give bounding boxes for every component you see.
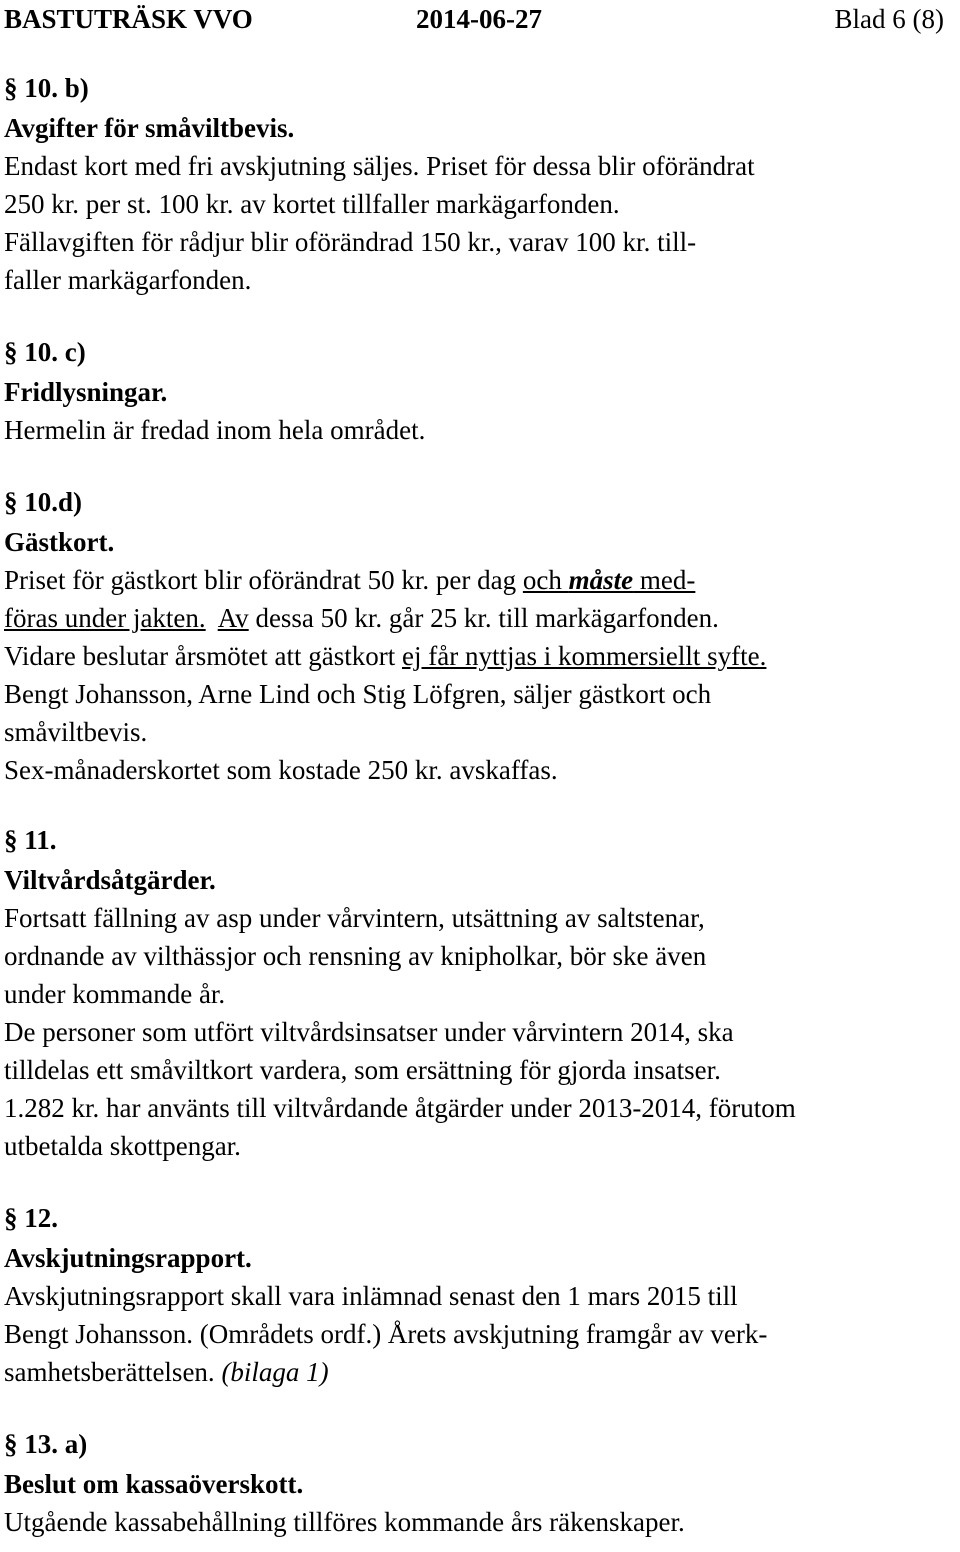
paragraph-line: Bengt Johansson. (Områdets ordf.) Årets avskjutning framgår av verk-: [4, 1319, 768, 1349]
paragraph-line: [4, 600, 719, 637]
text-run: Vidare beslutar årsmötet att gästkort: [4, 641, 402, 671]
sheet-number: Blad 6 (8): [834, 4, 944, 34]
paragraph-line: ordnande av vilthässjor och rensning av knipholkar, bör ske även: [4, 941, 707, 971]
section-number: § 11.: [4, 825, 57, 855]
text-run-underlined: ej får nyttjas i kommersiellt syfte.: [402, 641, 767, 671]
text-run: dessa 50 kr. går 25 kr. till markägarfonden.: [248, 603, 719, 633]
paragraph-line: Sex-månaderskortet som kostade 250 kr. avskaffas.: [4, 755, 558, 785]
attachment-reference: (bilaga 1): [221, 1357, 329, 1387]
paragraph-line: De personer som utfört viltvårdsinsatser under vårvintern 2014, ska: [4, 1017, 734, 1047]
paragraph-line: [4, 562, 695, 599]
section-number: § 12.: [4, 1203, 58, 1233]
section-number: § 13. a): [4, 1429, 88, 1459]
paragraph-line: [4, 1354, 329, 1391]
text-run-underlined: med-: [633, 565, 696, 595]
paragraph-line: Hermelin är fredad inom hela området.: [4, 415, 426, 445]
paragraph-line: under kommande år.: [4, 979, 226, 1009]
paragraph-line: småviltbevis.: [4, 717, 148, 747]
section-number: § 10. c): [4, 337, 86, 367]
page-header: [4, 4, 944, 44]
paragraph-line: faller markägarfonden.: [4, 265, 252, 295]
text-run-underlined: Av: [217, 603, 249, 633]
paragraph-line: Fortsatt fällning av asp under vårvintern, utsättning av saltstenar,: [4, 903, 705, 933]
section-heading: Avgifter för småviltbevis.: [4, 113, 295, 143]
section-heading: Gästkort.: [4, 527, 115, 557]
paragraph-line: Avskjutningsrapport skall vara inlämnad senast den 1 mars 2015 till: [4, 1281, 738, 1311]
organization-name: BASTUTRÄSK VVO: [4, 4, 253, 34]
paragraph-line: 1.282 kr. har använts till viltvårdande åtgärder under 2013-2014, förutom: [4, 1093, 796, 1123]
section-number: § 10. b): [4, 73, 89, 103]
text-run: samhetsberättelsen.: [4, 1357, 222, 1387]
section-heading: Fridlysningar.: [4, 377, 168, 407]
section-number: § 10.d): [4, 487, 83, 517]
text-run-underlined: och: [522, 565, 569, 595]
section-heading: Beslut om kassaöverskott.: [4, 1469, 304, 1499]
text-run: [206, 603, 218, 633]
text-run-underlined: föras under jakten.: [4, 603, 206, 633]
paragraph-line: utbetalda skottpengar.: [4, 1131, 241, 1161]
paragraph-line: [4, 638, 766, 675]
section-heading: Avskjutningsrapport.: [4, 1243, 252, 1273]
paragraph-line: Endast kort med fri avskjutning säljes. Priset för dessa blir oförändrat: [4, 151, 755, 181]
text-run: Priset för gästkort blir oförändrat 50 kr. per dag: [4, 565, 523, 595]
paragraph-line: tilldelas ett småviltkort vardera, som ersättning för gjorda insatser.: [4, 1055, 721, 1085]
paragraph-line: Utgående kassabehållning tillföres kommande års räkenskaper.: [4, 1507, 685, 1537]
paragraph-line: Bengt Johansson, Arne Lind och Stig Löfgren, säljer gästkort och: [4, 679, 712, 709]
paragraph-line: Fällavgiften för rådjur blir oförändrad 150 kr., varav 100 kr. till-: [4, 227, 697, 257]
text-run-emphasis: måste: [568, 565, 634, 595]
section-heading: Viltvårdsåtgärder.: [4, 865, 216, 895]
document-date: 2014-06-27: [416, 4, 542, 34]
paragraph-line: 250 kr. per st. 100 kr. av kortet tillfaller markägarfonden.: [4, 189, 620, 219]
